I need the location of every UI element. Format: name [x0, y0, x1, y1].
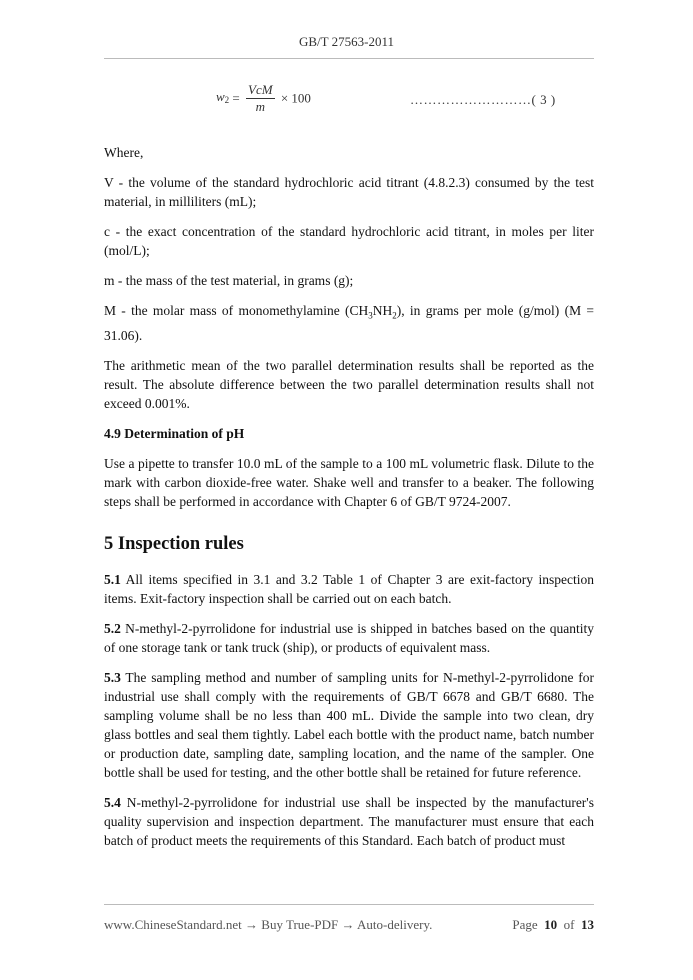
formula-numerator: VcM: [248, 82, 273, 97]
where-label: Where,: [104, 145, 144, 160]
definition-m: m - the mass of the test material, in grams (g);: [104, 273, 354, 288]
formula-equals: =: [232, 90, 240, 106]
definition-M: M - the molar mass of monomethylamine $(CH_3NH_2)$, in grams per mole (g/mol) (M = 31.06).: [104, 303, 594, 343]
paragraph-4-9: Use a pipette to transfer 10.0 mL of the sample to a 100 mL volumetric flask. Dilute to the mark with carbon dioxide-free water. Shake well and transfer to a beaker. The following steps shall be performed in accordance with Chapter 6 of GB/T 9724-2007.: [104, 455, 594, 509]
clause-5-4: 5.4 N-methyl-2-pyrrolidone for industrial use shall be inspected by the manufacturer's quality supervision and inspection department. The manufacturer must ensure that each batch of product meets the requirements of this Standard. Each batch of product must: [104, 794, 594, 848]
definition-V: V - the volume of the standard hydrochloric acid titrant (4.8.2.3) consumed by the test material, in milliliters (mL);: [104, 175, 594, 209]
page-total: 13: [581, 917, 594, 932]
footer-rule: [104, 904, 594, 905]
formula-fraction: [246, 82, 275, 115]
formula-denominator: m: [255, 99, 265, 114]
definition-c: c - the exact concentration of the standard hydrochloric acid titrant, in moles per liter (mol/L);: [104, 224, 594, 258]
footer-link[interactable]: www.ChineseStandard.net → Buy True-PDF → Auto-delivery.: [104, 917, 433, 932]
clause-5-2: 5.2 N-methyl-2-pyrrolidone for industrial use is shipped in batches based on the quantity of one storage tank or tank truck (ship), or products of equivalent mass.: [104, 620, 594, 655]
formula: [216, 82, 311, 115]
page-number: 10: [544, 917, 558, 932]
clause-5-3: 5.3 The sampling method and number of sampling units for N-methyl-2-pyrrolidone for industrial use shall comply with the requirements of GB/T 6678 and GB/T 6680. The sampling volume shall be no less than 400 mL. Divide the sample into two clean, dry glass bottles and seal them tightly. Label each bottle with the product name, batch number or production date, sampling date, sampling location, and the name of the sampler. One bottle shall be used for testing, and the other bottle shall be retained for future reference.: [104, 669, 594, 780]
page-content: [104, 143, 594, 861]
clause-5-1: 5.1 All items specified in 3.1 and 3.2 Table 1 of Chapter 3 are exit-factory inspection items. Exit-factory inspection shall be carried out on each batch.: [104, 571, 594, 606]
formula-lhs: $w_2$: [216, 89, 230, 106]
section-heading-4-9: 4.9 Determination of pH: [104, 425, 245, 441]
formula-times: ×: [280, 90, 289, 106]
formula-factor: 100: [291, 90, 311, 106]
header-rule: [104, 58, 594, 59]
mean-paragraph: The arithmetic mean of the two parallel determination results shall be reported as the result. The absolute difference between the two parallel determination results shall not exceed 0.001%.: [104, 357, 594, 411]
section-heading-5: 5 Inspection rules: [104, 533, 244, 554]
equation-number: ………………………( 3 ): [410, 92, 556, 107]
page-indicator: Page 10 of 13: [512, 917, 594, 932]
page-header: GB/T 27563-2011: [299, 34, 394, 49]
